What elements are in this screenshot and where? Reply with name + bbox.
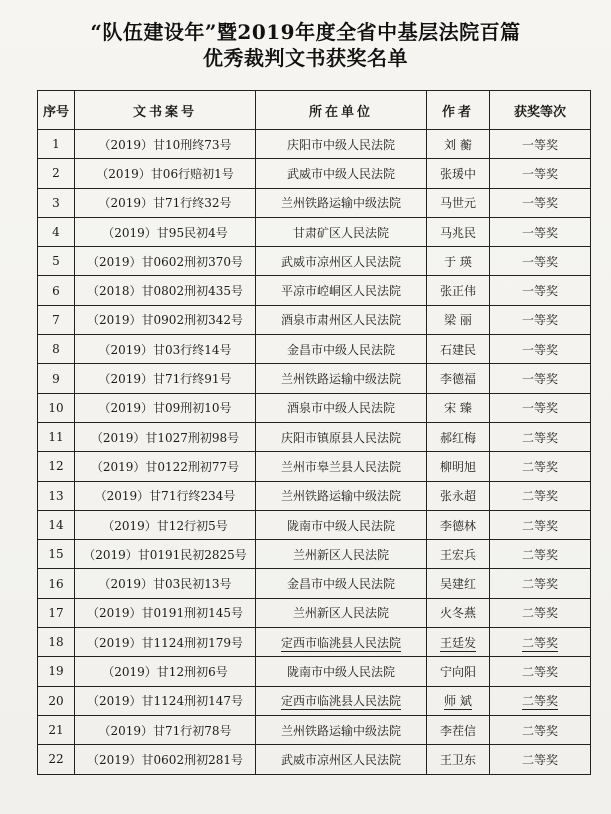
- header-case-number: 文书案号: [75, 91, 256, 130]
- header-unit: 所在单位: [256, 91, 427, 130]
- cell-award-underlined-text: 二等奖: [521, 694, 558, 709]
- cell-author-underlined-text: 王廷发: [439, 635, 476, 650]
- cell-author: [427, 628, 490, 657]
- cell-award: 一等奖: [490, 305, 591, 334]
- cell-no: 4: [38, 217, 75, 246]
- table-row: [38, 393, 591, 422]
- cell-author: 张瑗中: [427, 159, 490, 188]
- cell-author: 石建民: [427, 335, 490, 364]
- cell-author: 梁 丽: [427, 305, 490, 334]
- cell-unit: 兰州铁路运输中级法院: [256, 364, 427, 393]
- cell-author: 柳明旭: [427, 452, 490, 481]
- cell-unit: 武威市凉州区人民法院: [256, 745, 427, 774]
- cell-award: 二等奖: [490, 745, 591, 774]
- cell-author: 李德林: [427, 510, 490, 539]
- cell-award-underlined-text: 二等奖: [521, 635, 558, 650]
- cell-case-number: （2019）甘09刑初10号: [75, 393, 256, 422]
- cell-author: 刘 蘅: [427, 130, 490, 159]
- cell-unit: 金昌市中级人民法院: [256, 569, 427, 598]
- cell-case-number: （2019）甘0191刑初145号: [75, 598, 256, 627]
- cell-author: 郝红梅: [427, 422, 490, 451]
- table-row: [38, 510, 591, 539]
- cell-no: 2: [38, 159, 75, 188]
- cell-award: 一等奖: [490, 364, 591, 393]
- cell-unit: 兰州铁路运输中级法院: [256, 188, 427, 217]
- cell-unit: 兰州铁路运输中级法院: [256, 715, 427, 744]
- header-award: 获奖等次: [490, 91, 591, 130]
- cell-no: 11: [38, 422, 75, 451]
- table-row: [38, 305, 591, 334]
- cell-case-number: （2018）甘0802刑初435号: [75, 276, 256, 305]
- cell-award: 一等奖: [490, 188, 591, 217]
- cell-case-number: （2019）甘1027刑初98号: [75, 422, 256, 451]
- cell-case-number: （2019）甘71行终234号: [75, 481, 256, 510]
- cell-author: 宁向阳: [427, 657, 490, 686]
- cell-no: 1: [38, 130, 75, 159]
- table-row: [38, 481, 591, 510]
- table-row: [38, 540, 591, 569]
- cell-unit-underlined-text: 定西市临洮县人民法院: [280, 635, 401, 650]
- cell-award: 二等奖: [490, 657, 591, 686]
- cell-unit: 平凉市崆峒区人民法院: [256, 276, 427, 305]
- cell-author: 张永超: [427, 481, 490, 510]
- cell-award: 一等奖: [490, 130, 591, 159]
- cell-unit: 酒泉市中级人民法院: [256, 393, 427, 422]
- cell-no: 16: [38, 569, 75, 598]
- cell-award: 一等奖: [490, 276, 591, 305]
- cell-award: 一等奖: [490, 217, 591, 246]
- table-row: [38, 628, 591, 657]
- table-row: [38, 452, 591, 481]
- cell-unit: [256, 686, 427, 715]
- table-body: [38, 130, 591, 775]
- cell-author: 宋 臻: [427, 393, 490, 422]
- document-title-line-1: “队伍建设年”暨2019年度全省中基层法院百篇: [90, 20, 521, 44]
- table-row: [38, 715, 591, 744]
- cell-unit: 陇南市中级人民法院: [256, 510, 427, 539]
- cell-case-number: （2019）甘71行终91号: [75, 364, 256, 393]
- document-title-line-2: 优秀裁判文书获奖名单: [203, 46, 408, 70]
- cell-award: 二等奖: [490, 481, 591, 510]
- cell-author-underlined-text: 师 斌: [444, 694, 472, 709]
- cell-author: 张正伟: [427, 276, 490, 305]
- cell-no: 3: [38, 188, 75, 217]
- cell-award: 二等奖: [490, 422, 591, 451]
- cell-case-number: （2019）甘71行终32号: [75, 188, 256, 217]
- table-row: [38, 686, 591, 715]
- table-row: [38, 188, 591, 217]
- cell-case-number: （2019）甘0191民初2825号: [75, 540, 256, 569]
- cell-award: 二等奖: [490, 598, 591, 627]
- cell-unit: 武威市凉州区人民法院: [256, 247, 427, 276]
- cell-case-number: （2019）甘0602刑初281号: [75, 745, 256, 774]
- cell-case-number: （2019）甘0902刑初342号: [75, 305, 256, 334]
- table-header-row: [38, 91, 591, 130]
- table-row: [38, 569, 591, 598]
- table-row: [38, 217, 591, 246]
- table-row: [38, 745, 591, 774]
- cell-unit: 兰州新区人民法院: [256, 540, 427, 569]
- table-row: [38, 657, 591, 686]
- cell-author: 于 瑛: [427, 247, 490, 276]
- cell-award: 二等奖: [490, 540, 591, 569]
- cell-case-number: （2019）甘0602刑初370号: [75, 247, 256, 276]
- header-author: 作者: [427, 91, 490, 130]
- cell-award: 二等奖: [490, 510, 591, 539]
- cell-case-number: （2019）甘95民初4号: [75, 217, 256, 246]
- cell-author: 王卫东: [427, 745, 490, 774]
- cell-case-number: （2019）甘10刑终73号: [75, 130, 256, 159]
- cell-no: 20: [38, 686, 75, 715]
- cell-author: [427, 686, 490, 715]
- cell-award: 一等奖: [490, 393, 591, 422]
- cell-no: 13: [38, 481, 75, 510]
- cell-author: 吴建红: [427, 569, 490, 598]
- header-no: 序号: [38, 91, 75, 130]
- cell-award: [490, 686, 591, 715]
- cell-unit: 庆阳市中级人民法院: [256, 130, 427, 159]
- cell-unit: 金昌市中级人民法院: [256, 335, 427, 364]
- cell-award: 一等奖: [490, 335, 591, 364]
- cell-case-number: （2019）甘71行初78号: [75, 715, 256, 744]
- cell-unit: 陇南市中级人民法院: [256, 657, 427, 686]
- cell-no: 19: [38, 657, 75, 686]
- table-row: [38, 364, 591, 393]
- cell-unit: 武威市中级人民法院: [256, 159, 427, 188]
- cell-unit: [256, 628, 427, 657]
- cell-award: [490, 628, 591, 657]
- cell-no: 21: [38, 715, 75, 744]
- cell-no: 6: [38, 276, 75, 305]
- cell-no: 14: [38, 510, 75, 539]
- cell-award: 二等奖: [490, 715, 591, 744]
- cell-author: 马世元: [427, 188, 490, 217]
- cell-no: 15: [38, 540, 75, 569]
- cell-no: 22: [38, 745, 75, 774]
- cell-author: 王宏兵: [427, 540, 490, 569]
- table-row: [38, 598, 591, 627]
- table-row: [38, 159, 591, 188]
- cell-award: 二等奖: [490, 452, 591, 481]
- cell-no: 18: [38, 628, 75, 657]
- table-row: [38, 247, 591, 276]
- table-row: [38, 130, 591, 159]
- cell-case-number: （2019）甘03民初13号: [75, 569, 256, 598]
- cell-no: 12: [38, 452, 75, 481]
- cell-unit: 兰州市皋兰县人民法院: [256, 452, 427, 481]
- cell-case-number: （2019）甘03行终14号: [75, 335, 256, 364]
- table-row: [38, 335, 591, 364]
- cell-no: 8: [38, 335, 75, 364]
- cell-no: 7: [38, 305, 75, 334]
- awards-table: [37, 90, 591, 775]
- cell-award: 二等奖: [490, 569, 591, 598]
- cell-author: 马兆民: [427, 217, 490, 246]
- cell-case-number: （2019）甘12行初5号: [75, 510, 256, 539]
- cell-case-number: （2019）甘1124刑初147号: [75, 686, 256, 715]
- cell-case-number: （2019）甘0122刑初77号: [75, 452, 256, 481]
- cell-case-number: （2019）甘1124刑初179号: [75, 628, 256, 657]
- cell-unit: 兰州新区人民法院: [256, 598, 427, 627]
- cell-unit: 庆阳市镇原县人民法院: [256, 422, 427, 451]
- cell-case-number: （2019）甘12刑初6号: [75, 657, 256, 686]
- cell-author: 李德福: [427, 364, 490, 393]
- cell-author: 李茬信: [427, 715, 490, 744]
- table-row: [38, 276, 591, 305]
- cell-no: 9: [38, 364, 75, 393]
- cell-no: 10: [38, 393, 75, 422]
- cell-unit-underlined-text: 定西市临洮县人民法院: [280, 694, 401, 709]
- cell-unit: 酒泉市肃州区人民法院: [256, 305, 427, 334]
- cell-no: 17: [38, 598, 75, 627]
- cell-award: 一等奖: [490, 159, 591, 188]
- cell-award: 一等奖: [490, 247, 591, 276]
- cell-author: 火冬燕: [427, 598, 490, 627]
- cell-unit: 甘肃矿区人民法院: [256, 217, 427, 246]
- cell-unit: 兰州铁路运输中级法院: [256, 481, 427, 510]
- cell-no: 5: [38, 247, 75, 276]
- table-row: [38, 422, 591, 451]
- cell-case-number: （2019）甘06行赔初1号: [75, 159, 256, 188]
